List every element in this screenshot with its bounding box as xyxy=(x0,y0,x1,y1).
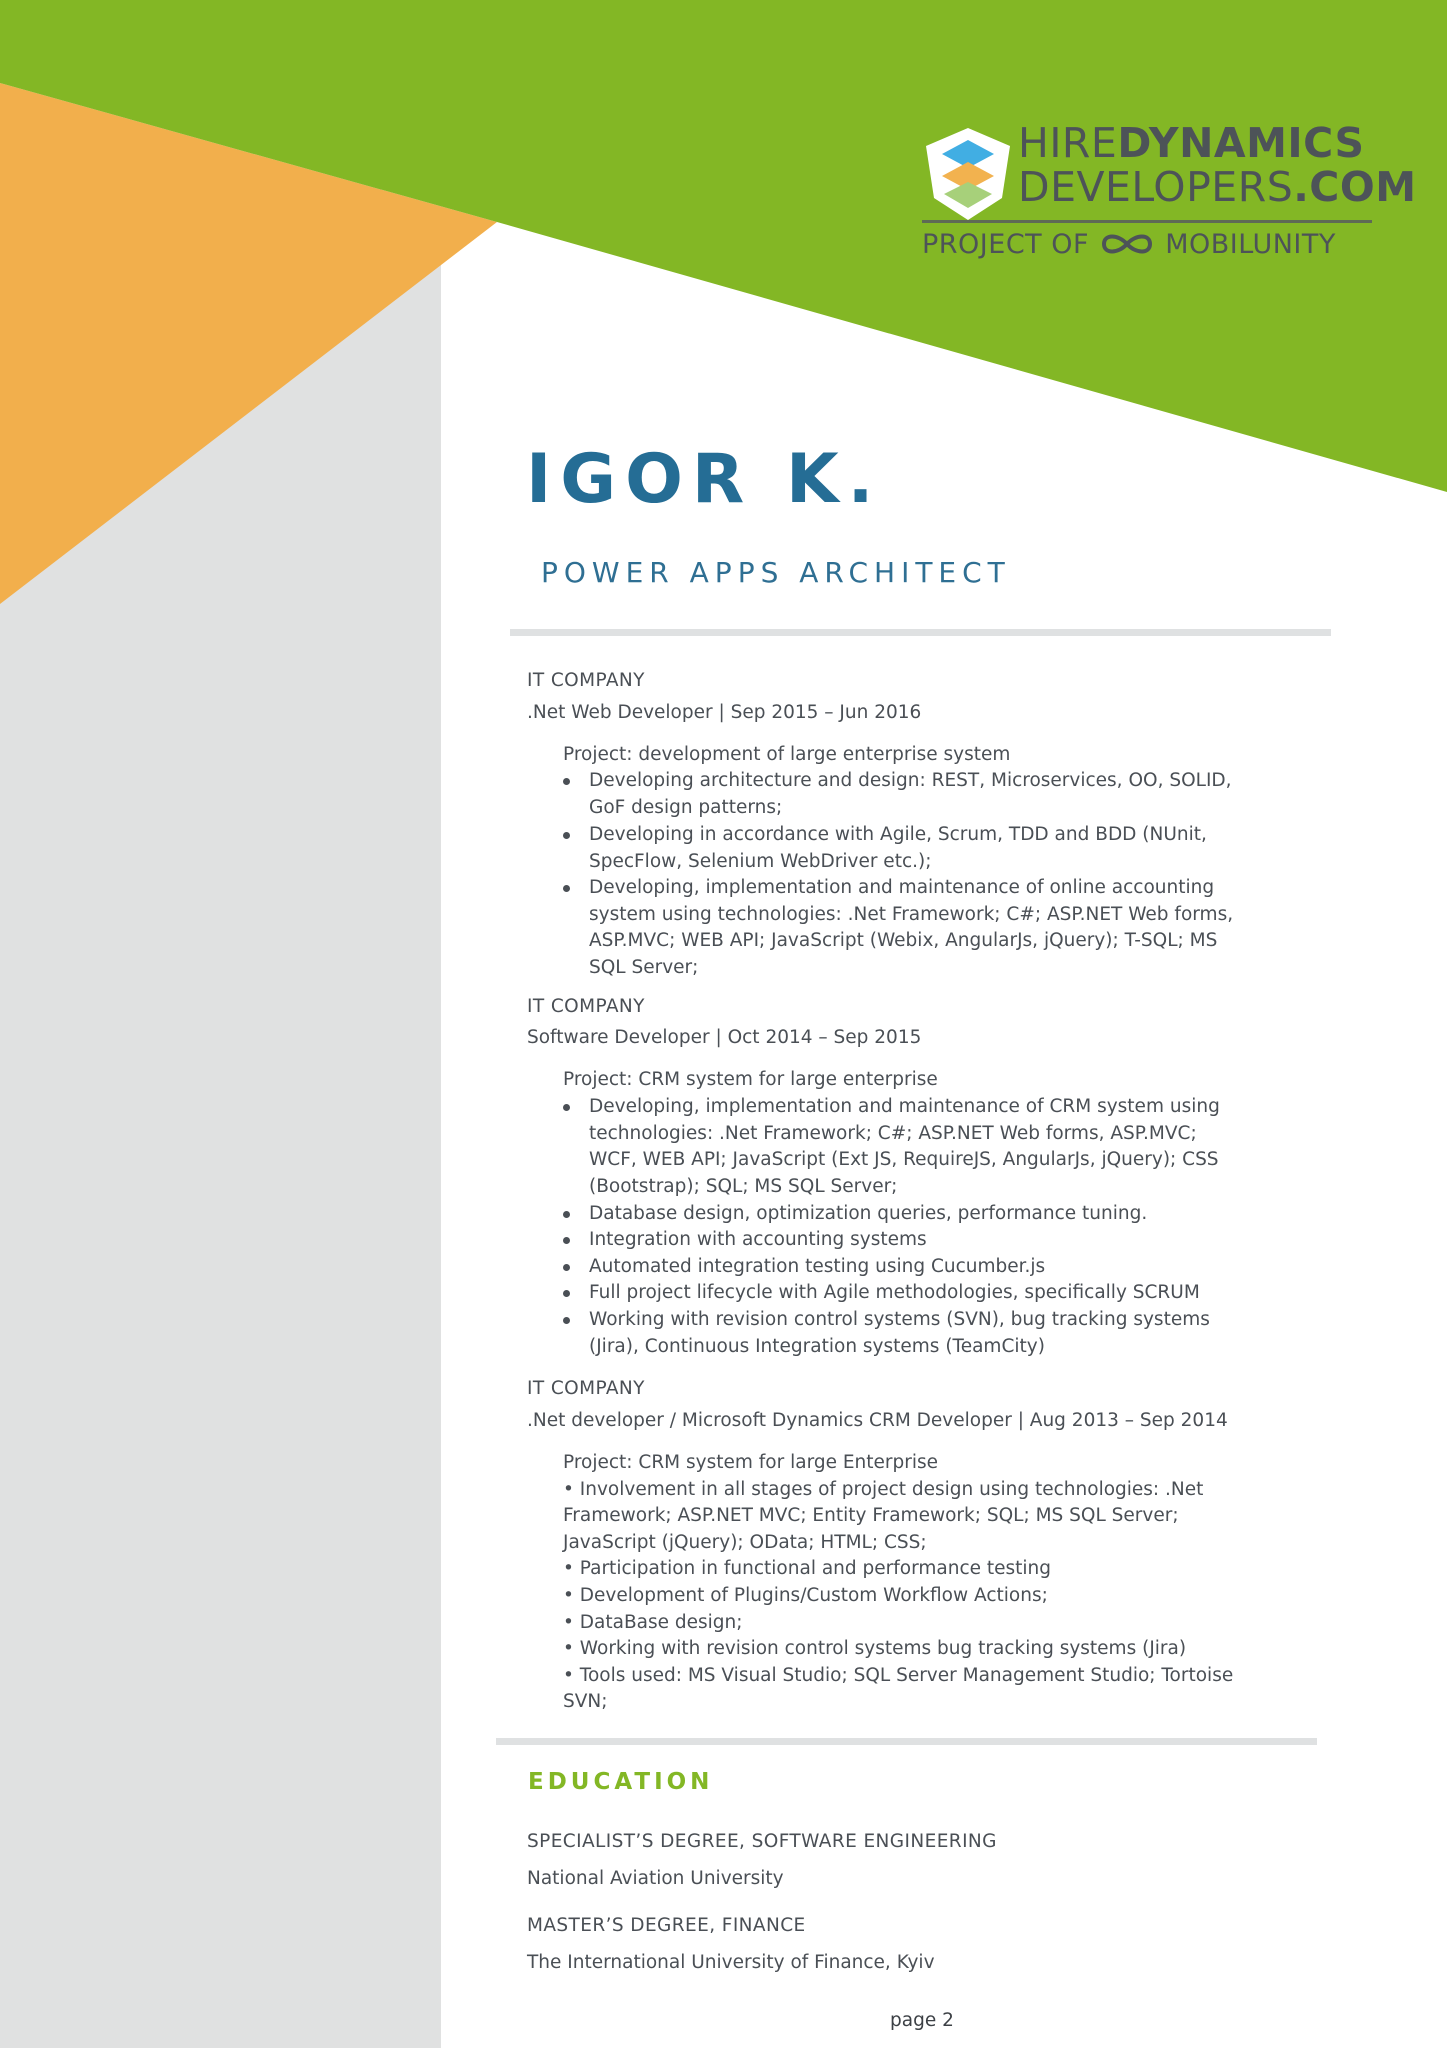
list-item-continued: JavaScript (jQuery); OData; HTML; CSS; xyxy=(563,1532,927,1553)
project-line: Project: CRM system for large enterprise xyxy=(563,1069,938,1090)
company-name: IT COMPANY xyxy=(527,670,645,691)
list-item: Integration with accounting systems xyxy=(589,1227,927,1254)
logo-divider xyxy=(922,220,1372,223)
role-period: .Net developer / Microsoft Dynamics CRM Developer | Aug 2013 – Sep 2014 xyxy=(527,1410,1228,1431)
bullet-icon xyxy=(563,822,570,839)
project-line: Project: CRM system for large Enterprise xyxy=(563,1452,939,1473)
logo-line-3: PROJECT OF MOBILUNITY xyxy=(922,229,1336,260)
bullet-icon xyxy=(563,1201,570,1218)
company-name: IT COMPANY xyxy=(527,1378,645,1399)
bullet-icon xyxy=(563,1307,570,1324)
mobilunity-infinity-icon xyxy=(1098,230,1156,258)
project-line: Project: development of large enterprise system xyxy=(563,744,1011,765)
candidate-title: POWER APPS ARCHITECT xyxy=(541,556,1011,589)
list-item: • Development of Plugins/Custom Workflow Actions; xyxy=(563,1585,1048,1606)
company-logo xyxy=(918,118,1417,268)
section-divider xyxy=(496,1738,1317,1745)
logo-line-2: DEVELOPERS.COM xyxy=(1018,163,1417,211)
list-item: Developing architecture and design: REST, Microservices, OO, SOLID, GoF design patterns; xyxy=(589,768,1232,821)
logo-line-1: HIREDYNAMICS xyxy=(1018,119,1365,167)
degree: MASTER’S DEGREE, FINANCE xyxy=(527,1915,806,1936)
education-heading: EDUCATION xyxy=(528,1769,714,1795)
list-item: • Involvement in all stages of project design using technologies: .Net xyxy=(563,1479,1204,1500)
header-divider xyxy=(510,629,1331,636)
list-item-continued: SVN; xyxy=(563,1691,608,1712)
bullet-icon xyxy=(563,1227,570,1244)
school: The International University of Finance, Kyiv xyxy=(527,1952,935,1973)
bullet-icon xyxy=(563,1094,570,1111)
list-item: • Tools used: MS Visual Studio; SQL Server Management Studio; Tortoise xyxy=(563,1665,1234,1686)
list-item: Developing, implementation and maintenance of CRM system using technologies: .Net Framework; C#; ASP.NET Web forms, ASP.MVC; WCF, WEB API; JavaScript (Ext JS, RequireJS, AngularJs, jQuery); CSS (Bootstrap); SQL; MS SQL Server; xyxy=(589,1094,1220,1200)
logo-mark-icon xyxy=(918,124,1018,224)
bullet-icon xyxy=(563,875,570,892)
candidate-name: IGOR K. xyxy=(526,440,883,519)
bullet-icon xyxy=(563,1280,570,1297)
list-item: Full project lifecycle with Agile methodologies, specifically SCRUM xyxy=(589,1280,1200,1307)
degree: SPECIALIST’S DEGREE, SOFTWARE ENGINEERING xyxy=(527,1831,997,1852)
role-period: .Net Web Developer | Sep 2015 – Jun 2016 xyxy=(527,702,922,723)
bullet-icon xyxy=(563,768,570,785)
school: National Aviation University xyxy=(527,1868,784,1889)
list-item: • Participation in functional and performance testing xyxy=(563,1558,1052,1579)
list-item: Developing in accordance with Agile, Scrum, TDD and BDD (NUnit, SpecFlow, Selenium WebDriver etc.); xyxy=(589,822,1207,875)
role-period: Software Developer | Oct 2014 – Sep 2015 xyxy=(527,1027,922,1048)
list-item-continued: Framework; ASP.NET MVC; Entity Framework; SQL; MS SQL Server; xyxy=(563,1505,1179,1526)
page-number: page 2 xyxy=(890,2010,954,2031)
list-item: • DataBase design; xyxy=(563,1612,743,1633)
list-item: Working with revision control systems (SVN), bug tracking systems (Jira), Continuous Integration systems (TeamCity) xyxy=(589,1307,1210,1360)
list-item: Developing, implementation and maintenance of online accounting system using technologies: .Net Framework; C#; ASP.NET Web forms, ASP.MVC; WEB API; JavaScript (Webix, AngularJs, jQuery); T-SQL; MS SQL Server; xyxy=(589,875,1233,981)
list-item: Automated integration testing using Cucumber.js xyxy=(589,1254,1045,1281)
company-name: IT COMPANY xyxy=(527,996,645,1017)
list-item: • Working with revision control systems bug tracking systems (Jira) xyxy=(563,1638,1187,1659)
list-item: Database design, optimization queries, performance tuning. xyxy=(589,1201,1147,1228)
bullet-icon xyxy=(563,1254,570,1271)
